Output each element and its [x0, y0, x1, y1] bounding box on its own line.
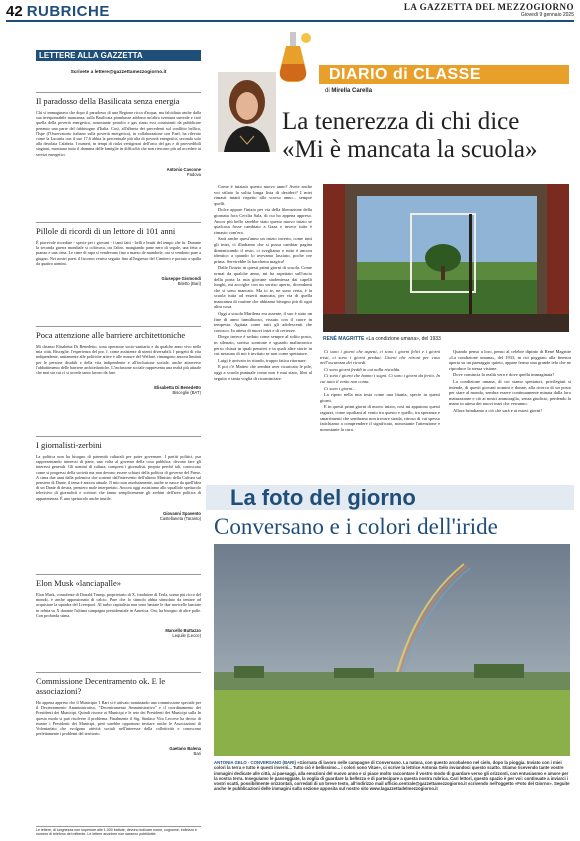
article-paragraph: Dalle l'inizio in questi primi giorni di scuola. Come ormai da qualche anno, mi ha aspettato sull'uscio della porta la mia giovane studentessa dai capelli lunghi, mi accoglie con un sorriso aperto, dicendomi che si sono mancato. Ma io te, ne sono certa, è la scuola tutta ad esserti mancata, per via di quella mancanza di routine che abbiamo bisogno più di ogni altra cosa. [214, 265, 312, 310]
article-column-1 [214, 184, 312, 382]
photo-day-caption-text: «Giornata di lavoro nelle campagne di Conversano. La natura, con questo arcobaleno nel cielo, dopo la pioggia. Inviato con i miei colori la terra e tutto è questi inverni... Tutto ciò è bellissimo... i colori sono Vitae», ci scrive la lettrice Antonia Gelo inviandoci questo scatto. Stiamo ricevendo tante vostre immagini dedicate alle città, ai paesaggi, alla emozioni del nuovo anno e ci piace molto raccontare il vostro modo di guardare verso gli orizzonti, con entusiasmo e amore per la vostra terra. Inseguiamo le passeggiate, la voglia di guardare la bellezza e di partecipare a questa nostra rubrica. Cari lettori, questo spazio è per voi: continuate a inviarci i vostri scatti, possibilmente orizzontali, corredati di un breve testo, all'indirizzo mail ufficio.centrale@gazzettamezzogiorno.it scrivendo nell'oggetto «Foto del Giorno». Seguite anche le pubblicazioni delle immagini sulla sezione apposita sul nostro sito [214, 760, 570, 792]
article-paragraph: Ci sono i giorni che hanno i sogni. Ci sono i giorni da ferito. In cui tutto il vento non conta. [320, 373, 440, 384]
letter-title: Pillole di ricordi di un lettore di 101 anni [36, 222, 201, 236]
diary-rubric [319, 65, 569, 84]
newspaper-name: LA GAZZETTA DEL MEZZOGIORNO [403, 2, 574, 12]
article-paragraph: Ci sono giorni freddi in cui nulla riscalda. [324, 366, 401, 372]
flask-icon [276, 30, 316, 85]
letter-author: Antonio Cascone [166, 166, 201, 172]
letter-city: Padova [186, 171, 201, 177]
portrait-image [218, 72, 276, 152]
letter-item [36, 326, 201, 395]
painting-caption-title: «La condizione umana», del 1933 [365, 336, 441, 342]
photo-day-caption-place: ANTONIA GELO - CONVERSANO (BARI) [214, 760, 296, 765]
article-paragraph: Come è iniziato questo nuovo anno? Avete anche voi stilato la solita lunga lista di desideri? I miei rimasti intatti rispetto allo scorso anno... sempre quelli. [214, 184, 312, 206]
painting-caption-artist: RENÉ MAGRITTE [323, 336, 365, 342]
article-paragraph: La ripeto nella mia testa come una litania, specie in questi giorni. [320, 392, 440, 403]
photo-day-title: Conversano e i colori dell'iride [214, 514, 498, 539]
article-paragraph: Dove comincia la realtà vera e dove quella immaginata? [453, 372, 555, 378]
article-paragraph: Quando penso a loro, penso al celebre dipinto di René Magritte «La condizione umana», del 1933, in cui poggiato alla finestra aperta su un paesaggio quieto, appare fermo una grande tela che ne riproduce la stessa visione. [449, 349, 571, 371]
article-column-2 [320, 349, 440, 433]
letter-city: Castellaneta (Taranto) [159, 515, 201, 521]
letter-author: Marcello Buttazzo [165, 628, 201, 634]
letters-footnote: Le lettere, di lunghezza non superiore alle 1.000 battute, devono indicare nome, cognome, indirizzo e numero di telefono del mittente. Le lettere anonime non saranno pubblicate. [36, 826, 201, 837]
section-title: RUBRICHE [26, 3, 110, 20]
page-number: 42 [6, 3, 23, 20]
letter-body: Ho appena appreso che il Municipio 1 Bari si è attivato nominando una commissione speciale per il Decentramento Amministrativo, "Decentramento Amministrativo" e il coordinamento dei Presidenti dei Municipi. Quindi risorse ai Municipi e le rete dei Presidenti dei Municipi sulla In questo modo si può risolvere il problema. Finalmente il Sig. Sindaco Vito Leccese ha deciso di riunire i Presidenti dei Municipi, però sarebbe opportuno invitare anche le Associazioni di Volontariato che svolgono attività sociali nell'interesse della collettività e conoscono perfettamente i problemi del territorio. [36, 700, 201, 737]
article-paragraph: Ci sono i giorni... [324, 385, 356, 391]
letter-body: Mi chiamo Elisabetta Di Benedetto, sono operatore socio-sanitario e da qualche anno vivo nella mia città, Bisceglie. l'esperienza del pro. f. come assistente di utenti diversabili. I progetti di vita indipendente, unitamente alle politiche attive e alle misure del Welfare, rimangono ancora limitati per le persone disabili e della vita indipendente e all'inclusione sociale, anche attraverso l'abbattimento delle barriere architettoniche. L'inclusione sociale rappresenta una realtà più attuale che mai sia cui ci si accede tanto lavoro da fare. [36, 344, 201, 376]
letter-city: Lequile (Lecce) [172, 633, 201, 639]
letter-body: È piacevole ricordare - specie per i giovani - i tanti fatti - belli e brutti del tempo che fu. Durante la seconda guerra mondiale si coltivava, tra l'altro, mangiando pane nero di segale, una fetta a pranzo e una cena. Le cime di rapa si vendevano fino a marzo de mandorle, ora si vendono pure a giugno. Nei nostri paesi il liscerno veniva seguito fino all'ingresso del Cimitero e portato a spalla da quattro uomini. [36, 240, 201, 266]
letter-author: Giuseppe Gismondi [161, 276, 201, 282]
letter-item [36, 574, 201, 638]
letter-item [36, 436, 201, 521]
painting-image [323, 184, 569, 332]
painting-caption [323, 336, 441, 342]
photo-day-caption-url[interactable]: www.lagazzettadelmezzogiorno.it [369, 786, 438, 792]
letter-city: Bari [193, 751, 201, 757]
headline-line-1: La tenerezza di chi dice [282, 108, 520, 135]
letter-city: Bitetto (Bari) [177, 281, 201, 287]
letter-title: Il paradosso della Basilicata senza energia [36, 92, 201, 106]
letter-body: La politica non ha bisogno di paternità culturali per poter governare. I partiti politici, pur rappresentando interessi di parte, una volta al governo della cosa pubblica, devono fare gli interessi generali. Gli uomini di cultura, compresi i giornalisti, proprio perché tali, conoscono come si progressi della società ma non devono essere schiavi della politica di governo del Paese. A cima due anni dalla polemica che scatenò dall'intervento dell'ultimo Ministro della Cultura sul pensiero di Dante, il tema è ancora attuale. Il mio non assolutamente, anche se nasce da quell'idea di un Dante di destra, pensiero male interpretato. Ancora oggi assistiamo allo squallido spettacolo televisivo di giornalisti e scrittori che fanno semplicemente gli zerbini dell'area politica di appartenenza. È uno spettacolo anche inutile. [36, 454, 201, 501]
diary-headline [282, 108, 572, 164]
diary-rubric-label: DIARIO di CLASSE [329, 66, 482, 83]
magritte-painting [323, 184, 569, 332]
letter-city: Bisceglie (BAT) [172, 390, 201, 396]
letter-item [36, 222, 201, 286]
article-paragraph: La condizione umana, di cui siamo spettatori, privilegiati si intende, di questi giovani uomini e donne, alla ricerca di un posto per stare al mondo, sembra essere continuamente minata dalla loro maturazione e ciò ai nostri ammiraglio, senza giudicio, perdendo la mano in attesa dei nuovi inizi che verranno. [449, 378, 571, 407]
byline-prefix: di [325, 88, 330, 94]
diary-byline [325, 88, 372, 94]
letter-title: Elon Musk «lanciapalle» [36, 574, 201, 588]
photo-day-image [214, 544, 570, 756]
issue-date: Giovedì 9 gennaio 2025 [520, 12, 574, 18]
photo-day-caption [214, 760, 570, 792]
headline-line-2: «Mi è mancata la scuola» [282, 136, 538, 163]
photo-day-label: La foto del giorno [230, 485, 416, 510]
letter-item [36, 672, 201, 756]
letter-author: Elisabetta Di Benedetto [154, 385, 201, 391]
article-paragraph: E poi c'è Matteo che sembra aver ricaricato le pile, oggi a scuola puntuale come non è mai stato, libri al seguito e tanta voglia di ricominciare. [214, 364, 312, 381]
letter-title: I giornalisti-zerbini [36, 436, 201, 450]
byline-author: Mirella Carella [331, 88, 373, 94]
letter-item [36, 92, 201, 177]
photo-day-bar [206, 485, 574, 510]
article-paragraph: Sarà anche quest'anno un inizio incerto, come tutti gli inizi, ci illudiamo che si possa cambiar pagina dimenticando il resto, ci svegliamo e tutto è ancora identico a quando lo avevamo lasciato, poche ore prima. Servirebbe la bacchetta magica! [214, 236, 312, 264]
article-paragraph: Allora brindiamo a ciò che sarà e ai nuovi giorni! [453, 407, 542, 413]
article-paragraph: Oggi a scuola Marilena era assente, il suo è stato un fine di anno tumultuoso, vissuto con il cuore in tempesta. Agitata come tutti gli adolescenti che conosco. In attesa di nuovi inizi e di certezze. [214, 311, 312, 333]
page-header [6, 4, 574, 22]
article-paragraph: Dolce appare l'inizio per via della liberazione della giornata fora Cecilia Sala, di cui ho appena appreso. Ancor più bello sarebbe stato questo nuovo inizio se qualcosa fosse cambiato a Gaza e invece tutto è rimasto com'era. [214, 207, 312, 235]
rainbow-landscape [214, 544, 570, 756]
article-paragraph: Luigi è arrivato in ritardo, troppo fatica ritornare. [218, 357, 307, 363]
letters-email-note: Scrivete a lettere@gazzettamezzogiorno.it [70, 70, 167, 75]
article-paragraph: Diego invece è seduto come sempre al solito posto, in silenzio, sorriso sornione e sguardo malinconico perso chissà in quali pensieri e in quali altre storie in cui nessuno di noi è invitato se non come spettatore. [214, 334, 312, 357]
author-portrait [218, 72, 276, 152]
letters-section-bar: LETTERE ALLA GAZZETTA [36, 50, 201, 61]
letter-author: Gaetano Balena [169, 746, 201, 752]
letter-body: Elon Musk, consulente di Donald Trump, proprietario di X, fondatore di Tesla, uomo più ricco del mondo, è anche appassionato di calcio. Pare che lo stimolo abbia stimolato da tentare ad acquistare la squadra del Liverpool. Al turbo capitalista non sono bastate le due navicelle lanciate in orbita su X durante l'ultima campagna presidenziale in America. Ora, ha bisogno di altre palle. Con profonda stima. [36, 592, 201, 618]
article-paragraph: E in questi primi giorni di nuovo inizio, così mi appaiono questi ragazzi, come squiliani al vento tra questo e quello, tra speranze e smarrimenti che sembrano non trovare strada, ritroso di cui spesso fatichiamo a comprendere il significato, nonostante l'attenzione e nonostante la cura. [320, 404, 440, 432]
article-column-3 [449, 349, 571, 415]
masthead [404, 3, 574, 20]
letter-body: Chi si immaginava che dopo il paradosso di una Regione ricca d'acqua, ma falcidiata anche dalla sua irresponsabile mancanza, sulla Basilicata piombasse addosso un'altra sventura surreale e cioè quella della povertà energetica, nonostante petrolio e gas siano essi consistenti da pubblicare pertanto una parte del fabbisogno d'Italia. Così, all'alberta dei precedenti sul conflitto bellico, l'Ispe (l'Osservatorio italiano sulla povertà energetica), in collaborazione con Enel, ha rilevato come la Lucania con il suo 17,6 abbia la percentuale più alta di povertà energetica, seconda solo alla desolata Calabria. I numeri, in tempi di rialzi vertiginosi dell'arco del gas e di provvedibili stagioni, mostrano tutto il dramma delle famiglie in difficoltà che non riescono più ad accedere ai servizi energetici. [36, 110, 201, 157]
article-paragraph: Ci sono i giorni che aspetti, ci sono i giorni felici e i giorni tristi, ci sono i giorni perduti. Giorni che ritroni per caso nell'oscurezza dei ricordi. [320, 349, 440, 366]
letter-title: Commissione Decentramento ok. E le associazioni? [36, 672, 201, 696]
letter-author: Giovanni Spavento [163, 510, 201, 516]
letter-title: Poca attenzione alle barriere architettoniche [36, 326, 201, 340]
